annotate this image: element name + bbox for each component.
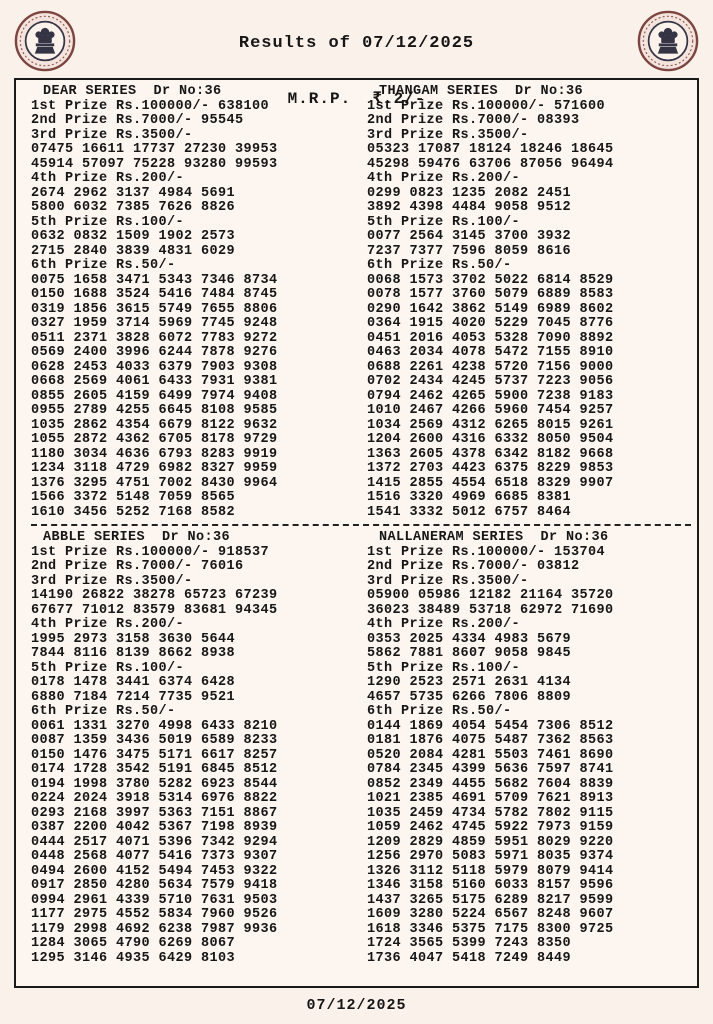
national-emblem-icon (637, 10, 699, 72)
winning-numbers-row: 0494 2600 4152 5494 7453 9322 (31, 863, 278, 879)
winning-numbers-row: 1034 2569 4312 6265 8015 9261 (367, 417, 614, 433)
winning-numbers-row: 0794 2462 4265 5900 7238 9183 (367, 388, 614, 404)
winning-numbers-row: 0087 1359 3436 5019 6589 8233 (31, 733, 278, 748)
winning-numbers-row: 1437 3265 5175 6289 8217 9599 (367, 892, 614, 908)
winning-numbers-row: 5862 7881 8607 9058 9845 (367, 646, 572, 661)
winning-numbers-row: 7237 7377 7596 8059 8616 (367, 243, 572, 259)
national-emblem-icon (14, 10, 76, 72)
winning-numbers-row: 1021 2385 4691 5709 7621 8913 (367, 791, 614, 806)
winning-numbers-row: 0077 2564 3145 3700 3932 (367, 229, 572, 244)
winning-numbers-row: 1376 3295 4751 7002 8430 9964 (31, 475, 278, 491)
winning-numbers-row: 1516 3320 4969 6685 8381 (367, 490, 572, 505)
series-title: THANGAM SERIES Dr No:36 (379, 84, 584, 99)
prize-label: 6th Prize Rs.50/- (367, 258, 512, 273)
winning-numbers-row: 1541 3332 5012 6757 8464 (367, 504, 572, 520)
winning-numbers-row: 1363 2605 4378 6342 8182 9668 (367, 446, 614, 462)
prize-label: 1st Prize Rs.100000/- 918537 (31, 544, 270, 560)
winning-numbers-row: 4657 5735 6266 7806 8809 (367, 689, 572, 705)
prize-label: 1st Prize Rs.100000/- 638100 (31, 98, 270, 114)
winning-numbers-row: 1995 2973 3158 3630 5644 (31, 631, 236, 647)
winning-numbers-row: 5800 6032 7385 7626 8826 (31, 200, 236, 215)
winning-numbers-row: 67677 71012 83579 83681 94345 (31, 602, 278, 618)
winning-numbers-row: 0327 1959 3714 5969 7745 9248 (31, 316, 278, 331)
winning-numbers-row: 1372 2703 4423 6375 8229 9853 (367, 461, 614, 476)
winning-numbers-row: 1566 3372 5148 7059 8565 (31, 490, 236, 505)
winning-numbers-row: 1618 3346 5375 7175 8300 9725 (367, 921, 614, 937)
winning-numbers-row: 0955 2789 4255 6645 8108 9585 (31, 403, 278, 418)
winning-numbers-row: 1295 3146 4935 6429 8103 (31, 950, 236, 966)
winning-numbers-row: 1055 2872 4362 6705 8178 9729 (31, 432, 278, 447)
winning-numbers-row: 1180 3034 4636 6793 8283 9919 (31, 446, 278, 462)
winning-numbers-row: 0174 1728 3542 5191 6845 8512 (31, 762, 278, 777)
series-thangam (367, 85, 693, 520)
winning-numbers-row: 0290 1642 3862 5149 6989 8602 (367, 301, 614, 317)
winning-numbers-row: 1415 2855 4554 6518 8329 9907 (367, 475, 614, 491)
prize-label: 4th Prize Rs.200/- (31, 171, 185, 186)
prize-label: 3rd Prize Rs.3500/- (31, 573, 193, 589)
prize-label: 5th Prize Rs.100/- (31, 214, 185, 230)
winning-numbers-row: 0075 1658 3471 5343 7346 8734 (31, 272, 278, 288)
prize-label: 6th Prize Rs.50/- (31, 258, 176, 273)
prize-label: 3rd Prize Rs.3500/- (367, 573, 529, 589)
winning-numbers-row: 0917 2850 4280 5634 7579 9418 (31, 878, 278, 893)
winning-numbers-row: 7844 8116 8139 8662 8938 (31, 646, 236, 661)
winning-numbers-row: 6880 7184 7214 7735 9521 (31, 689, 236, 705)
winning-numbers-row: 0702 2434 4245 5737 7223 9056 (367, 374, 614, 389)
winning-numbers-row: 0319 1856 3615 5749 7655 8806 (31, 301, 278, 317)
winning-numbers-row: 0688 2261 4238 5720 7156 9000 (367, 359, 614, 375)
winning-numbers-row: 0444 2517 4071 5396 7342 9294 (31, 834, 278, 850)
winning-numbers-row: 0569 2400 3996 6244 7878 9276 (31, 345, 278, 360)
winning-numbers-row: 0520 2084 4281 5503 7461 8690 (367, 747, 614, 763)
prize-label: 4th Prize Rs.200/- (367, 171, 521, 186)
winning-numbers-row: 0994 2961 4339 5710 7631 9503 (31, 892, 278, 908)
winning-numbers-row: 0150 1476 3475 5171 6617 8257 (31, 747, 278, 763)
winning-numbers-row: 05323 17087 18124 18246 18645 (367, 142, 614, 157)
winning-numbers-row: 45298 59476 63706 87056 96494 (367, 156, 614, 172)
winning-numbers-row: 0061 1331 3270 4998 6433 8210 (31, 718, 278, 734)
winning-numbers-row: 1177 2975 4552 5834 7960 9526 (31, 907, 278, 922)
winning-numbers-row: 1346 3158 5160 6033 8157 9596 (367, 878, 614, 893)
prize-label: 2nd Prize Rs.7000/- 08393 (367, 113, 580, 128)
prize-label: 6th Prize Rs.50/- (31, 704, 176, 719)
winning-numbers-row: 0855 2605 4159 6499 7974 9408 (31, 388, 278, 404)
winning-numbers-row: 1035 2459 4734 5782 7802 9115 (367, 805, 614, 821)
winning-numbers-row: 0784 2345 4399 5636 7597 8741 (367, 762, 614, 777)
winning-numbers-row: 0078 1577 3760 5079 6889 8583 (367, 287, 614, 302)
winning-numbers-row: 0224 2024 3918 5314 6976 8822 (31, 791, 278, 806)
winning-numbers-row: 0448 2568 4077 5416 7373 9307 (31, 849, 278, 864)
winning-numbers-row: 0628 2453 4033 6379 7903 9308 (31, 359, 278, 375)
winning-numbers-row: 1610 3456 5252 7168 8582 (31, 504, 236, 520)
prize-label: 5th Prize Rs.100/- (367, 660, 521, 676)
winning-numbers-row: 1284 3065 4790 6269 8067 (31, 936, 236, 951)
prize-label: 1st Prize Rs.100000/- 571600 (367, 98, 606, 114)
prize-label: 6th Prize Rs.50/- (367, 704, 512, 719)
winning-numbers-row: 07475 16611 17737 27230 39953 (31, 142, 278, 157)
winning-numbers-row: 0451 2016 4053 5328 7090 8892 (367, 330, 614, 346)
prize-label: 2nd Prize Rs.7000/- 76016 (31, 559, 244, 574)
winning-numbers-row: 14190 26822 38278 65723 67239 (31, 588, 278, 603)
winning-numbers-row: 2674 2962 3137 4984 5691 (31, 185, 236, 201)
series-separator (31, 524, 691, 526)
winning-numbers-row: 3892 4398 4484 9058 9512 (367, 200, 572, 215)
winning-numbers-row: 0194 1998 3780 5282 6923 8544 (31, 776, 278, 792)
winning-numbers-row: 0181 1876 4075 5487 7362 8563 (367, 733, 614, 748)
winning-numbers-row: 1256 2970 5083 5971 8035 9374 (367, 849, 614, 864)
winning-numbers-row: 0387 2200 4042 5367 7198 8939 (31, 820, 278, 835)
winning-numbers-row: 0353 2025 4334 4983 5679 (367, 631, 572, 647)
winning-numbers-row: 1736 4047 5418 7249 8449 (367, 950, 572, 966)
winning-numbers-row: 0852 2349 4455 5682 7604 8839 (367, 776, 614, 792)
winning-numbers-row: 0632 0832 1509 1902 2573 (31, 229, 236, 244)
winning-numbers-row: 0068 1573 3702 5022 6814 8529 (367, 272, 614, 288)
prize-label: 5th Prize Rs.100/- (31, 660, 185, 676)
winning-numbers-row: 1290 2523 2571 2631 4134 (367, 675, 572, 690)
winning-numbers-row: 36023 38489 53718 62972 71690 (367, 602, 614, 618)
winning-numbers-row: 05900 05986 12182 21164 35720 (367, 588, 614, 603)
winning-numbers-row: 1035 2862 4354 6679 8122 9632 (31, 417, 278, 433)
winning-numbers-row: 2715 2840 3839 4831 6029 (31, 243, 236, 259)
prize-label: 5th Prize Rs.100/- (367, 214, 521, 230)
winning-numbers-row: 1609 3280 5224 6567 8248 9607 (367, 907, 614, 922)
winning-numbers-row: 0364 1915 4020 5229 7045 8776 (367, 316, 614, 331)
series-abble (31, 531, 357, 966)
series-title: NALLANERAM SERIES Dr No:36 (379, 530, 609, 545)
mrp-line: M.R.P. ₹.2/- (287, 90, 426, 108)
winning-numbers-row: 1059 2462 4745 5922 7973 9159 (367, 820, 614, 835)
winning-numbers-row: 1234 3118 4729 6982 8327 9959 (31, 461, 278, 476)
prize-label: 2nd Prize Rs.7000/- 03812 (367, 559, 580, 574)
winning-numbers-row: 1010 2467 4266 5960 7454 9257 (367, 403, 614, 418)
winning-numbers-row: 1724 3565 5399 7243 8350 (367, 936, 572, 951)
prize-label: 1st Prize Rs.100000/- 153704 (367, 544, 606, 560)
prize-label: 3rd Prize Rs.3500/- (367, 127, 529, 143)
series-dear (31, 85, 357, 520)
results-box (14, 78, 699, 988)
winning-numbers-row: 0150 1688 3524 5416 7484 8745 (31, 287, 278, 302)
page-footer (14, 997, 699, 1014)
winning-numbers-row: 1326 3112 5118 5979 8079 9414 (367, 863, 614, 879)
winning-numbers-row: 0511 2371 3828 6072 7783 9272 (31, 330, 278, 346)
winning-numbers-row: 1204 2600 4316 6332 8050 9504 (367, 432, 614, 447)
prize-label: 3rd Prize Rs.3500/- (31, 127, 193, 143)
winning-numbers-row: 0293 2168 3997 5363 7151 8867 (31, 805, 278, 821)
prize-label: 4th Prize Rs.200/- (367, 617, 521, 632)
series-title: ABBLE SERIES Dr No:36 (43, 530, 231, 545)
prize-label: 2nd Prize Rs.7000/- 95545 (31, 113, 244, 128)
series-nallaneram (367, 531, 693, 966)
results-date-line: Results of 07/12/2025 (238, 34, 475, 53)
winning-numbers-row: 0178 1478 3441 6374 6428 (31, 675, 236, 690)
winning-numbers-row: 0299 0823 1235 2082 2451 (367, 185, 572, 201)
winning-numbers-row: 1209 2829 4859 5951 8029 9220 (367, 834, 614, 850)
winning-numbers-row: 0463 2034 4078 5472 7155 8910 (367, 345, 614, 360)
footer-date: 07/12/2025 (306, 997, 407, 1014)
winning-numbers-row: 45914 57097 75228 93280 99593 (31, 156, 278, 172)
prize-label: 4th Prize Rs.200/- (31, 617, 185, 632)
winning-numbers-row: 0668 2569 4061 6433 7931 9381 (31, 374, 278, 389)
winning-numbers-row: 0144 1869 4054 5454 7306 8512 (367, 718, 614, 734)
series-title: DEAR SERIES Dr No:36 (43, 84, 222, 99)
winning-numbers-row: 1179 2998 4692 6238 7987 9936 (31, 921, 278, 937)
